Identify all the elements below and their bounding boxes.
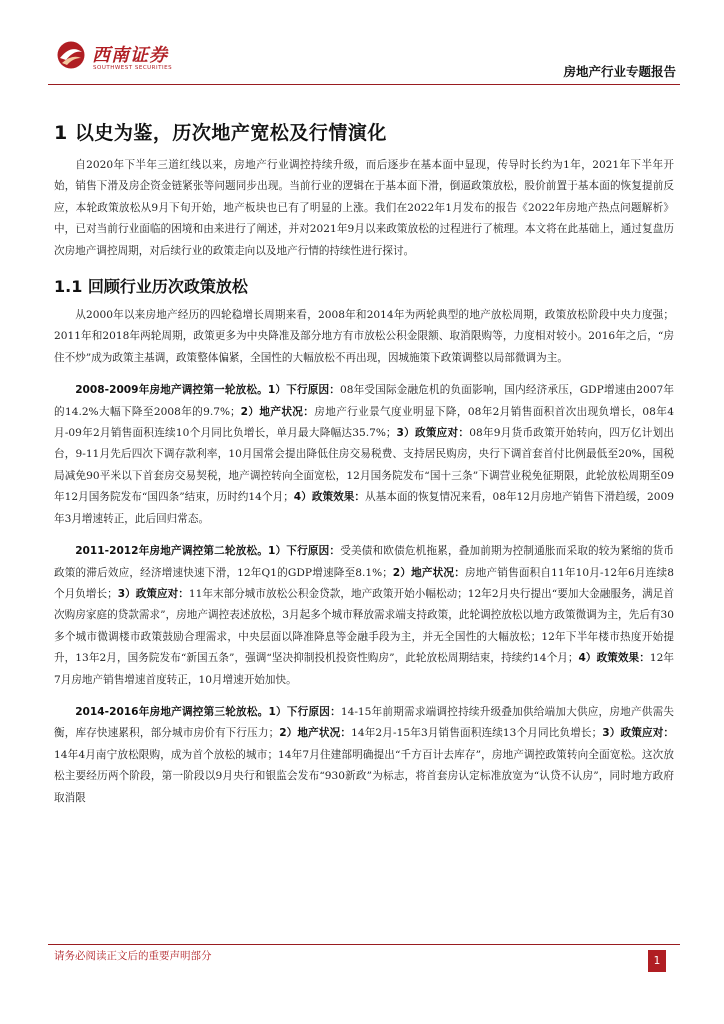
cycle-keyword: 2）地产状况：: [240, 405, 315, 418]
page-header: [48, 38, 680, 90]
cycle-lead: 2014-2016年房地产调控第三轮放松。: [75, 705, 269, 718]
cycle-text: 房地产销售面积自11年10月-12年6月连续8个月负增长；: [54, 566, 675, 600]
cycle-lead: 2008-2009年房地产调控第一轮放松。: [75, 384, 268, 397]
report-type-label: 房地产行业专题报告: [563, 64, 676, 79]
cycle-keyword: 2）地产状况：: [392, 566, 465, 579]
cycle-text: 12年7月房地产销售增速首度转正，10月增速开始加快。: [54, 652, 674, 686]
cycle-text: 14-15年前期需求端调控持续升级叠加供给端加大供应，房地产供需失衡，库存快速累积，部分城市房价有下行压力；: [54, 705, 674, 740]
logo-chinese-name: 西南证券: [92, 45, 168, 66]
cycle-keyword: 4）政策效果：: [578, 652, 650, 665]
cycle-text: 受美债和欧债危机拖累，叠加前期为控制通胀而采取的较为紧缩的货币政策的滞后效应，经济增速快速下滑，12年Q1的GDP增速降至8.1%；: [54, 545, 675, 579]
cycle-text: 14年2月-15年3月销售面积连续13个月同比负增长；: [351, 727, 603, 740]
main-content: [54, 118, 674, 820]
cycle-paragraph-1: [54, 380, 674, 530]
cycle-keyword: 4）政策效果：: [293, 491, 365, 504]
logo-english-name: SOUTHWEST SECURITIES: [93, 65, 173, 71]
cycle-paragraph-2: [54, 541, 674, 691]
cycle-text: 08年9月货币政策开始转向，四万亿计划出台，9-11月先后四次下调存款利率，10月国常会提出降低住房交易税费、支持居民购房，央行下调首套首付比例最低至20%，国税局减免90平米以下首套房交易契税，地产调控转向全面宽松，12月国务院发布“国十三条”下调营业税免征期限，此轮放松周期至09年12月国务院发布“国四条”结束，历时约14个月；: [54, 427, 675, 504]
footer-divider: [48, 944, 680, 945]
cycle-text: 14年4月南宁放松限购，成为首个放松的城市；14年7月住建部明确提出“千方百计去库存”，房地产调控政策转向全面宽松。这次放松主要经历两个阶段，第一阶段以9月央行和银监会发布“930新政”为标志，将首套房认定标准放宽为“认贷不认房”，同时地方政府取消限: [54, 748, 674, 804]
cycle-keyword: 2）地产状况：: [279, 727, 352, 740]
cycle-keyword: 1）下行原因：: [268, 545, 341, 558]
cycle-text: 从基本面的恢复情况来看，08年12月房地产销售下滑趋缓，2009年3月增速转正，此后回归常态。: [54, 491, 674, 525]
logo-emblem-icon: [56, 40, 86, 70]
cycle-paragraph-3: [54, 702, 674, 809]
disclaimer-note: 请务必阅读正文后的重要声明部分: [54, 950, 212, 962]
cycle-text: 11年末部分城市放松公积金贷款，地产政策开始小幅松动；12年2月央行提出“要加大金融服务，满足首次购房家庭的贷款需求”，房地产调控表述放松，3月起多个城市释放需求端支持政策，此轮调控放松以地方政策微调为主，先后有30多个城市微调楼市政策鼓励合理需求，中央层面以降准降息等金融手段为主，并无全国性的大幅放松；12年下半年楼市热度开始提升，13年2月，国务院发布“新国五条”，强调“坚决抑制投机投资性购房”，此轮放松周期结束，持续约14个月；: [54, 587, 675, 665]
header-divider: [48, 84, 680, 85]
cycle-lead: 2011-2012年房地产调控第二轮放松。: [75, 545, 269, 558]
section-1-1-title: 1.1 回顾行业历次政策放松: [54, 277, 248, 297]
cycle-keyword: 1）下行原因：: [268, 705, 341, 718]
cycle-text: 08年受国际金融危机的负面影响，国内经济承压，GDP增速由2007年的14.2%大幅下降至2008年的9.7%；: [54, 384, 674, 418]
cycle-keyword: 1）下行原因：: [267, 384, 341, 397]
cycle-keyword: 3）政策应对：: [396, 427, 470, 440]
cycle-keyword: 3）政策应对：: [117, 587, 189, 600]
cycle-text: 房地产行业景气度业明显下降，08年2月销售面积首次出现负增长，08年4月-09年2月销售面积连续10个月同比负增长，单月最大降幅达35.7%；: [54, 405, 674, 440]
section-1-title: 1 以史为鉴，历次地产宽松及行情演化: [54, 122, 387, 144]
section-1-1-intro: 从2000年以来房地产经历的四轮稳增长周期来看，2008年和2014年为两轮典型的地产放松周期，政策放松阶段中央力度强；2011年和2018年两轮周期，政策更多为中央降准及部分地方有市放松公积金限额、取消限购等，力度相对较小。2016年之后，“房住不炒”成为政策主基调，政策整体偏紧，全国性的大幅放松不再出现，因城施策下政策调整以局部微调为主。: [54, 309, 674, 364]
cycle-keyword: 3）政策应对：: [602, 727, 675, 740]
page-number: 1: [648, 950, 666, 972]
company-logo: [56, 38, 226, 82]
section-1-intro: 自2020年下半年三道红线以来，房地产行业调控持续升级，而后逐步在基本面中显现，传导时长约为1年，2021年下半年开始，销售下滑及房企资金链紧张等问题同步出现。当前行业的逻辑在于基本面下滑，倒逼政策放松，股价前置于基本面的恢复提前反应，本轮政策放松从9月下旬开始，地产板块也已有了明显的上涨。我们在2022年1月发布的报告《2022年房地产热点问题解析》中，已对当前行业面临的困境和由来进行了阐述，并对2021年9月以来政策放松的过程进行了梳理。本文将在此基础上，通过复盘历次房地产调控周期，对后续行业的政策走向以及地产行情的持续性进行探讨。: [54, 159, 674, 257]
